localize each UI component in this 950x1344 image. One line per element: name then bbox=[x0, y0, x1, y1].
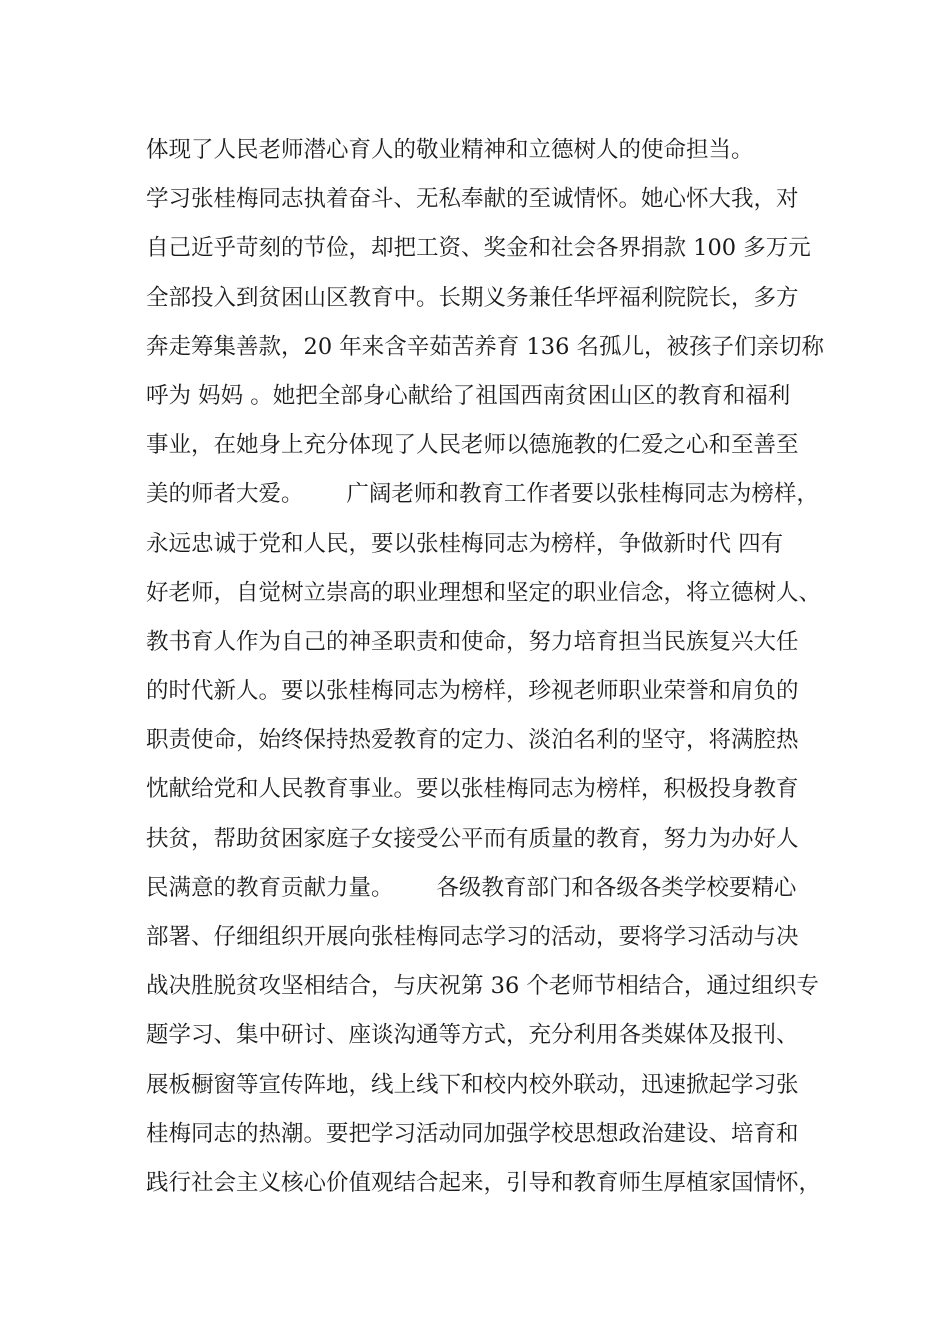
text-line: 民满意的教育贡献力量。 各级教育部门和各级各类学校要精心 bbox=[146, 874, 797, 901]
text-line: 忱献给党和人民教育事业。要以张桂梅同志为榜样，积极投身教育 bbox=[146, 776, 799, 803]
text-line: 展板橱窗等宣传阵地，线上线下和校内校外联动，迅速掀起学习张 bbox=[146, 1071, 799, 1098]
text-line: 呼为 妈妈 。她把全部身心献给了祖国西南贫困山区的教育和福利 bbox=[146, 382, 791, 409]
text-line: 学习张桂梅同志执着奋斗、无私奉献的至诚情怀。她心怀大我，对 bbox=[146, 186, 799, 213]
text-line: 永远忠诚于党和人民，要以张桂梅同志为榜样，争做新时代 四有 bbox=[146, 530, 784, 557]
text-line: 自己近乎苛刻的节俭，却把工资、奖金和社会各界捐款 100 多万元 bbox=[146, 235, 811, 262]
text-line: 战决胜脱贫攻坚相结合，与庆祝第 36 个老师节相结合，通过组织专 bbox=[146, 973, 819, 1000]
text-line: 体现了人民老师潜心育人的敬业精神和立德树人的使命担当。 bbox=[146, 137, 754, 163]
text-line: 的时代新人。要以张桂梅同志为榜样，珍视老师职业荣誉和肩负的 bbox=[146, 678, 799, 705]
text-line: 扶贫，帮助贫困家庭子女接受公平而有质量的教育，努力为办好人 bbox=[146, 825, 799, 852]
text-line: 好老师，自觉树立崇高的职业理想和坚定的职业信念，将立德树人、 bbox=[146, 579, 822, 606]
text-line: 题学习、集中研讨、座谈沟通等方式，充分利用各类媒体及报刊、 bbox=[146, 1022, 799, 1049]
text-line: 全部投入到贫困山区教育中。长期义务兼任华坪福利院院长，多方 bbox=[146, 284, 799, 311]
text-line: 职责使命，始终保持热爱教育的定力、淡泊名利的坚守，将满腔热 bbox=[146, 727, 799, 754]
text-line: 奔走筹集善款，20 年来含辛茹苦养育 136 名孤儿，被孩子们亲切称 bbox=[146, 333, 825, 360]
text-line: 践行社会主义核心价值观结合起来，引导和教育师生厚植家国情怀， bbox=[146, 1169, 822, 1196]
text-line: 事业，在她身上充分体现了人民老师以德施教的仁爱之心和至善至 bbox=[146, 432, 799, 459]
text-line: 教书育人作为自己的神圣职责和使命，努力培育担当民族复兴大任 bbox=[146, 628, 799, 655]
text-line: 部署、仔细组织开展向张桂梅同志学习的活动，要将学习活动与决 bbox=[146, 924, 799, 950]
text-line: 美的师者大爱。 广阔老师和教育工作者要以张桂梅同志为榜样， bbox=[146, 481, 819, 508]
text-line: 桂梅同志的热潮。要把学习活动同加强学校思想政治建设、培育和 bbox=[146, 1120, 799, 1147]
body-text bbox=[146, 126, 836, 1208]
